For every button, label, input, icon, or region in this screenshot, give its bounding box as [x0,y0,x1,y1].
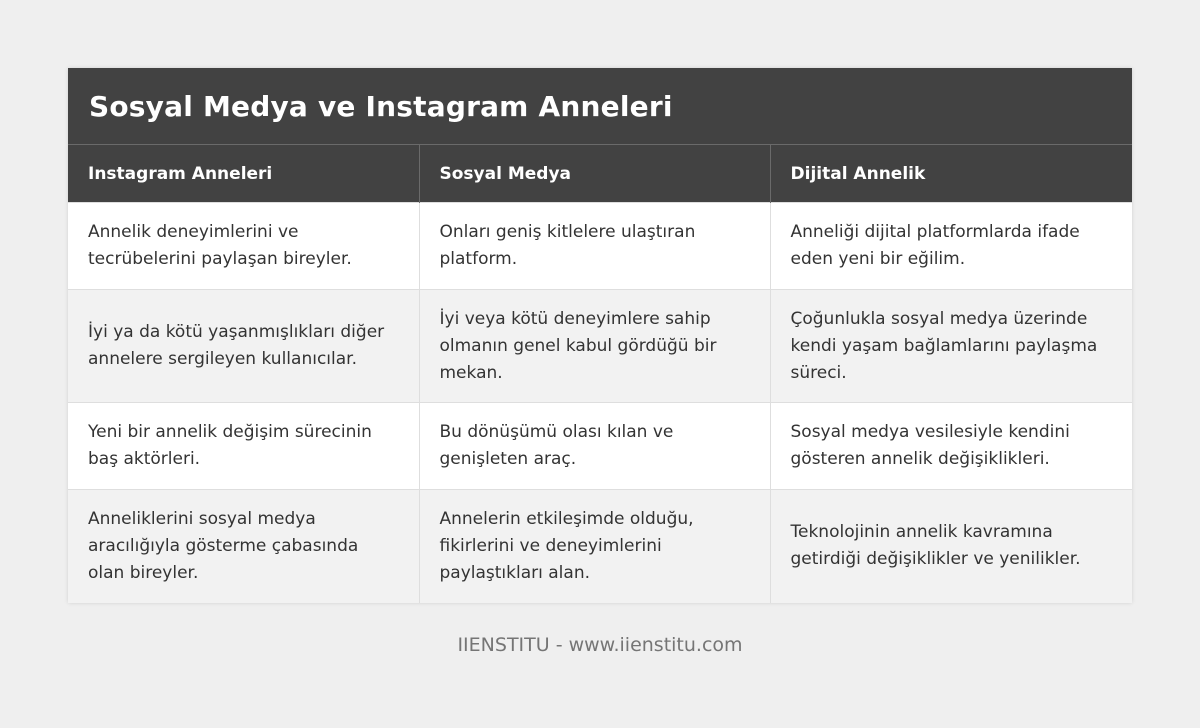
table-cell: Anneliklerini sosyal medya aracılığıyla gösterme çabasında olan bireyler. [68,490,419,603]
table-row [68,490,1132,603]
table-cell: Annelik deneyimlerini ve tecrübelerini paylaşan bireyler. [68,203,419,290]
table-cell: Yeni bir annelik değişim sürecinin baş aktörleri. [68,403,419,490]
table-cell: Onları geniş kitlelere ulaştıran platform. [419,203,770,290]
footer-credit: IIENSTITU - www.iienstitu.com [457,634,743,656]
table-cell: Bu dönüşümü olası kılan ve genişleten araç. [419,403,770,490]
table-cell: Sosyal medya vesilesiyle kendini gösteren annelik değişiklikleri. [770,403,1132,490]
table-title: Sosyal Medya ve Instagram Anneleri [89,89,673,123]
table-cell: İyi veya kötü deneyimlere sahip olmanın genel kabul gördüğü bir mekan. [419,290,770,403]
column-header-dijital-annelik: Dijital Annelik [770,145,1132,203]
table-row [68,403,1132,490]
column-header-sosyal-medya: Sosyal Medya [419,145,770,203]
comparison-table [68,144,1132,603]
column-header-instagram-anneleri: Instagram Anneleri [68,145,419,203]
title-bar [68,68,1132,144]
table-cell: Çoğunlukla sosyal medya üzerinde kendi yaşam bağlamlarını paylaşma süreci. [770,290,1132,403]
table-row [68,203,1132,290]
table-row [68,290,1132,403]
table-cell: Teknolojinin annelik kavramına getirdiği değişiklikler ve yenilikler. [770,490,1132,603]
table-cell: Annelerin etkileşimde olduğu, fikirlerini ve deneyimlerini paylaştıkları alan. [419,490,770,603]
table-cell: Anneliği dijital platformlarda ifade eden yeni bir eğilim. [770,203,1132,290]
table-card [68,68,1132,603]
header-row [68,145,1132,203]
table-cell: İyi ya da kötü yaşanmışlıkları diğer annelere sergileyen kullanıcılar. [68,290,419,403]
